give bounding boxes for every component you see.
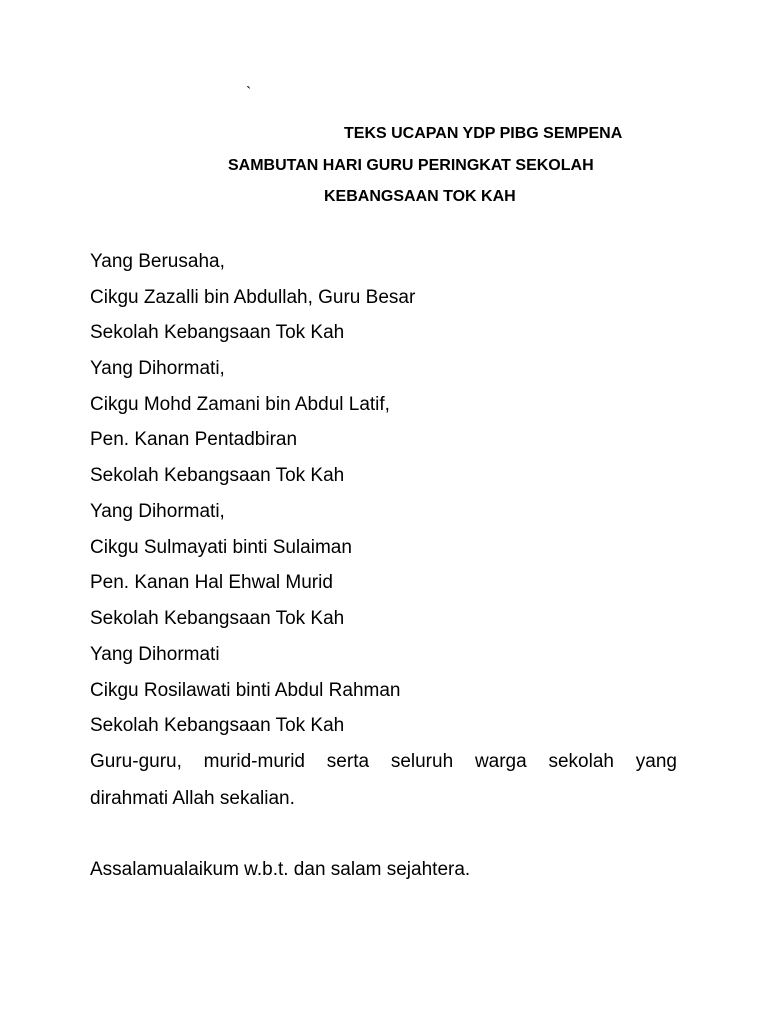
salutation-line: Yang Dihormati, [90,358,225,379]
salutation-line: Pen. Kanan Pentadbiran [90,429,298,450]
salutation-line: Cikgu Zazalli bin Abdullah, Guru Besar [90,287,416,308]
salutation-line: Sekolah Kebangsaan Tok Kah [90,322,345,343]
salutation-line: Cikgu Rosilawati binti Abdul Rahman [90,680,401,701]
salutation-line: Sekolah Kebangsaan Tok Kah [90,715,345,736]
title-line-1: TEKS UCAPAN YDP PIBG SEMPENA [344,125,623,142]
address-line-justified [90,750,677,774]
salutation-line: Cikgu Sulmayati binti Sulaiman [90,537,352,558]
salutation-line: Sekolah Kebangsaan Tok Kah [90,608,345,629]
address-word: murid-murid [203,751,306,772]
stray-backtick-mark: ` [246,85,252,102]
salutation-line: Pen. Kanan Hal Ehwal Murid [90,572,333,593]
address-word: seluruh [390,751,454,772]
salutation-line: Cikgu Mohd Zamani bin Abdul Latif, [90,394,390,415]
address-last-line: dirahmati Allah sekalian. [90,788,295,809]
title-line-3: KEBANGSAAN TOK KAH [324,188,516,205]
address-word: sekolah [548,751,614,772]
address-word: warga [474,751,527,772]
salutation-line: Yang Dihormati [90,644,220,665]
address-word: serta [326,751,370,772]
salutation-line: Yang Dihormati, [90,501,225,522]
address-word: Guru-guru, [90,751,182,772]
salutation-line: Yang Berusaha, [90,251,225,272]
greeting-line: Assalamualaikum w.b.t. dan salam sejahtera. [90,859,471,880]
salutation-line: Sekolah Kebangsaan Tok Kah [90,465,345,486]
title-line-2: SAMBUTAN HARI GURU PERINGKAT SEKOLAH [228,157,594,174]
address-word: yang [635,751,677,772]
